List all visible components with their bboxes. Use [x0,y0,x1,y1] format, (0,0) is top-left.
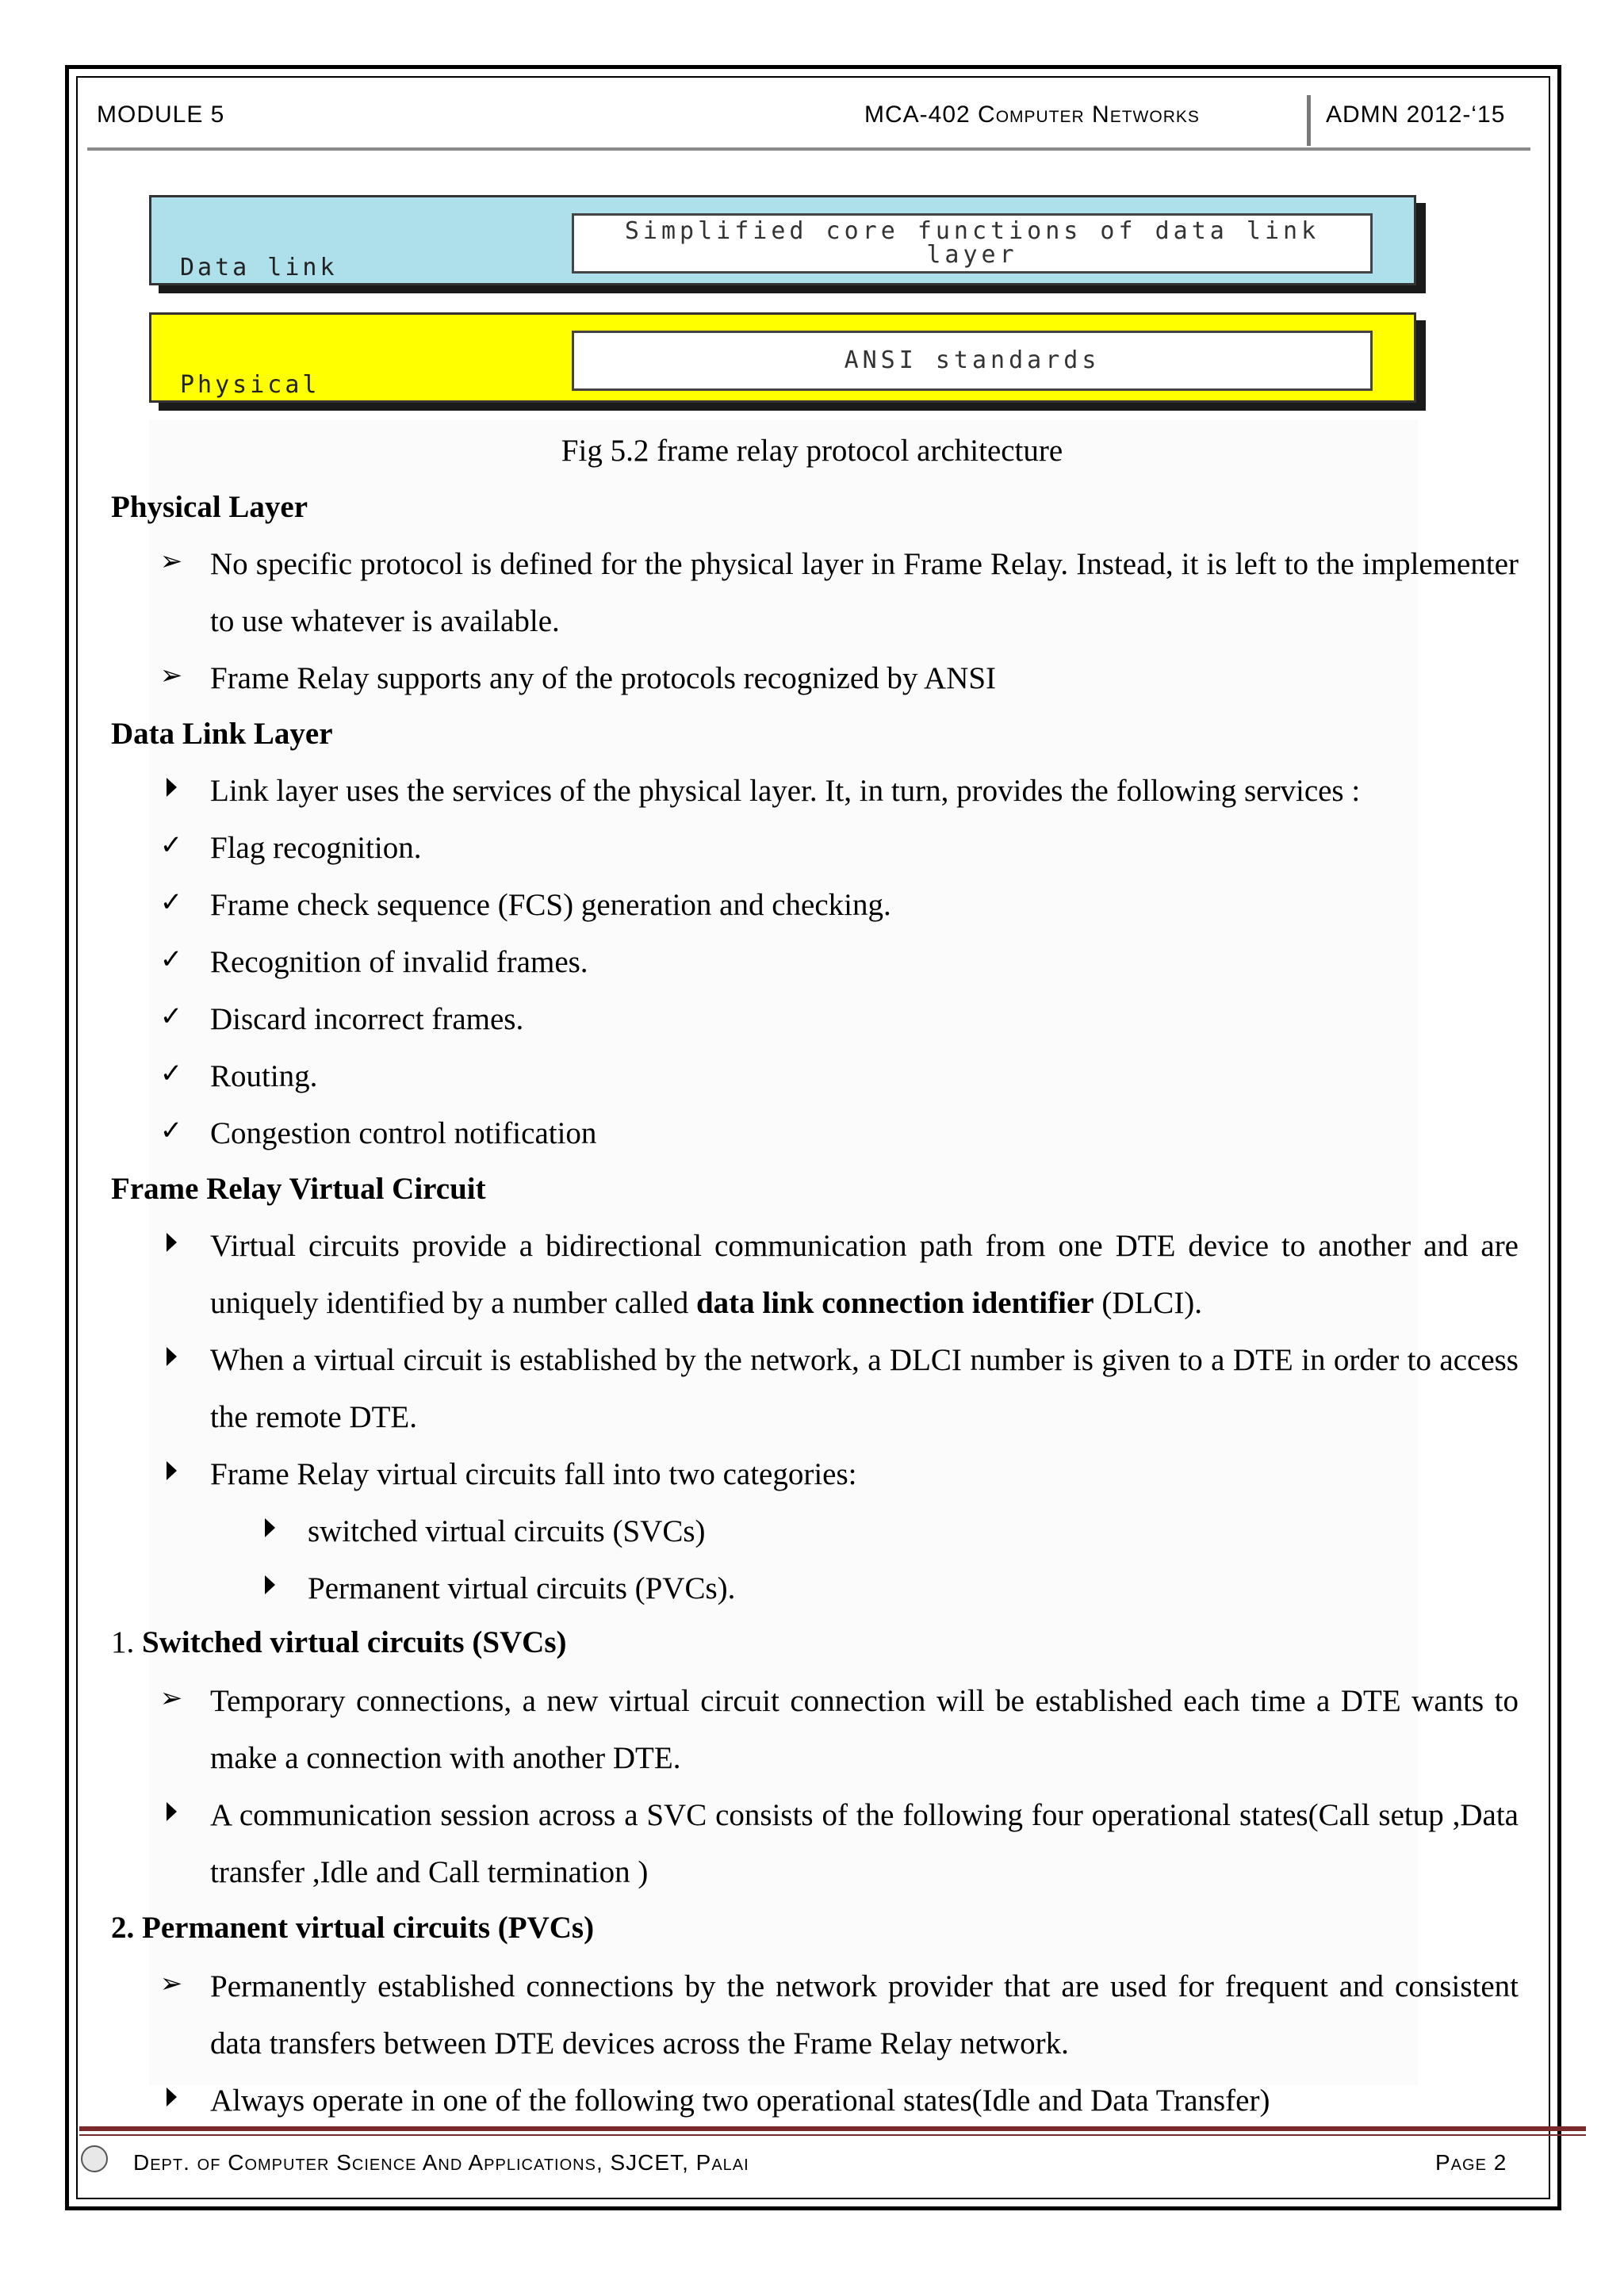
check-icon: ✓ [159,1059,183,1089]
footer-rule-thin [79,2134,1586,2136]
triangle-bullet-icon [155,1229,187,1259]
physical-layer-label: Physical [180,371,320,399]
data-link-intro: Link layer uses the services of the physical layer. It, in turn, provides the following services : [210,774,1361,808]
vc-sub-1: switched virtual circuits (SVCs) [308,1514,706,1548]
physical-bullet-2: Frame Relay supports any of the protocols recognized by ANSI [210,661,997,695]
check-item-4: Discard incorrect frames. [210,1002,524,1036]
pvc-bullet-2: Always operate in one of the following two operational states(Idle and Data Transfer) [210,2084,1270,2118]
svc-number: 1. [111,1625,142,1659]
svc-bullet-1: Temporary connections, a new virtual circuit connection will be established each time a DTE wants to make a connection with another DTE. [210,1684,1519,1775]
footer-department: Dept. of Computer Science And Applications, SJCET, Palai [133,2150,749,2175]
vc-bullet-2: When a virtual circuit is established by the network, a DLCI number is given to a DTE in order to access the remote DTE. [210,1343,1519,1434]
vc-bullet-1 [210,1218,1519,1332]
arrow-bullet-icon: ➢ [159,661,183,691]
vc-sub-2: Permanent virtual circuits (PVCs). [308,1571,736,1605]
check-icon: ✓ [159,1116,183,1146]
physical-layer-heading: Physical Layer [111,490,308,524]
data-link-layer-label: Data link [180,254,338,281]
check-item-2: Frame check sequence (FCS) generation and checking. [210,888,891,922]
check-icon: ✓ [159,888,183,917]
figure-caption: Fig 5.2 frame relay protocol architecture [561,434,1063,468]
college-logo-icon [81,2145,108,2172]
physical-function-box: ANSI standards [572,331,1373,391]
physical-layer-block [149,312,1416,403]
data-link-function-box: Simplified core functions of data link layer [572,213,1373,274]
physical-bullet-1: No specific protocol is defined for the physical layer in Frame Relay. Instead, it is left to the implementer to use whatever is available. [210,547,1519,638]
triangle-bullet-icon [155,1343,187,1373]
footer-rule [79,2126,1586,2131]
vc-bullet-3: Frame Relay virtual circuits fall into two categories: [210,1457,857,1491]
arrow-bullet-icon: ➢ [159,547,183,576]
svc-heading [111,1624,567,1662]
svc-bullet-2: A communication session across a SVC consists of the following four operational states(Call setup ,Data transfer ,Idle and Call termination ) [210,1798,1519,1889]
pvc-bullet-1: Permanently established connections by the network provider that are used for frequent and consistent data transfers between DTE devices across the Frame Relay network. [210,1969,1519,2061]
check-item-3: Recognition of invalid frames. [210,945,588,979]
data-link-layer-heading: Data Link Layer [111,717,333,751]
dlci-term: data link connection identifier [695,1286,1094,1320]
header-separator [1307,95,1311,146]
arrow-bullet-icon: ➢ [159,1684,183,1713]
triangle-bullet-icon [155,1457,187,1487]
check-icon: ✓ [159,831,183,860]
triangle-bullet-icon [155,1798,187,1828]
check-item-5: Routing. [210,1059,318,1093]
vc-bullet-1-text: Virtual circuits provide a bidirectional communication path from one DTE device to another and are uniquely identified by a number called [210,1229,1519,1320]
footer-page-number: Page 2 [1435,2150,1507,2175]
header-course: MCA-402 Computer Networks [864,101,1200,128]
vc-bullet-1-end: (DLCI). [1094,1286,1203,1320]
triangle-bullet-icon [254,1514,285,1544]
check-icon: ✓ [159,945,183,974]
header-rule [87,147,1530,151]
check-item-1: Flag recognition. [210,831,422,865]
check-icon: ✓ [159,1002,183,1031]
arrow-bullet-icon: ➢ [159,1969,183,1999]
pvc-heading: 2. Permanent virtual circuits (PVCs) [111,1911,595,1945]
triangle-bullet-icon [254,1571,285,1601]
header-module: MODULE 5 [97,101,225,128]
svc-title: Switched virtual circuits (SVCs) [142,1625,567,1659]
data-link-layer-block [149,195,1416,285]
header-admission: ADMN 2012-‘15 [1326,101,1506,128]
check-item-6: Congestion control notification [210,1116,597,1150]
virtual-circuit-heading: Frame Relay Virtual Circuit [111,1172,486,1206]
triangle-bullet-icon [155,2084,187,2114]
protocol-architecture-figure [149,195,1427,433]
triangle-bullet-icon [155,774,187,804]
